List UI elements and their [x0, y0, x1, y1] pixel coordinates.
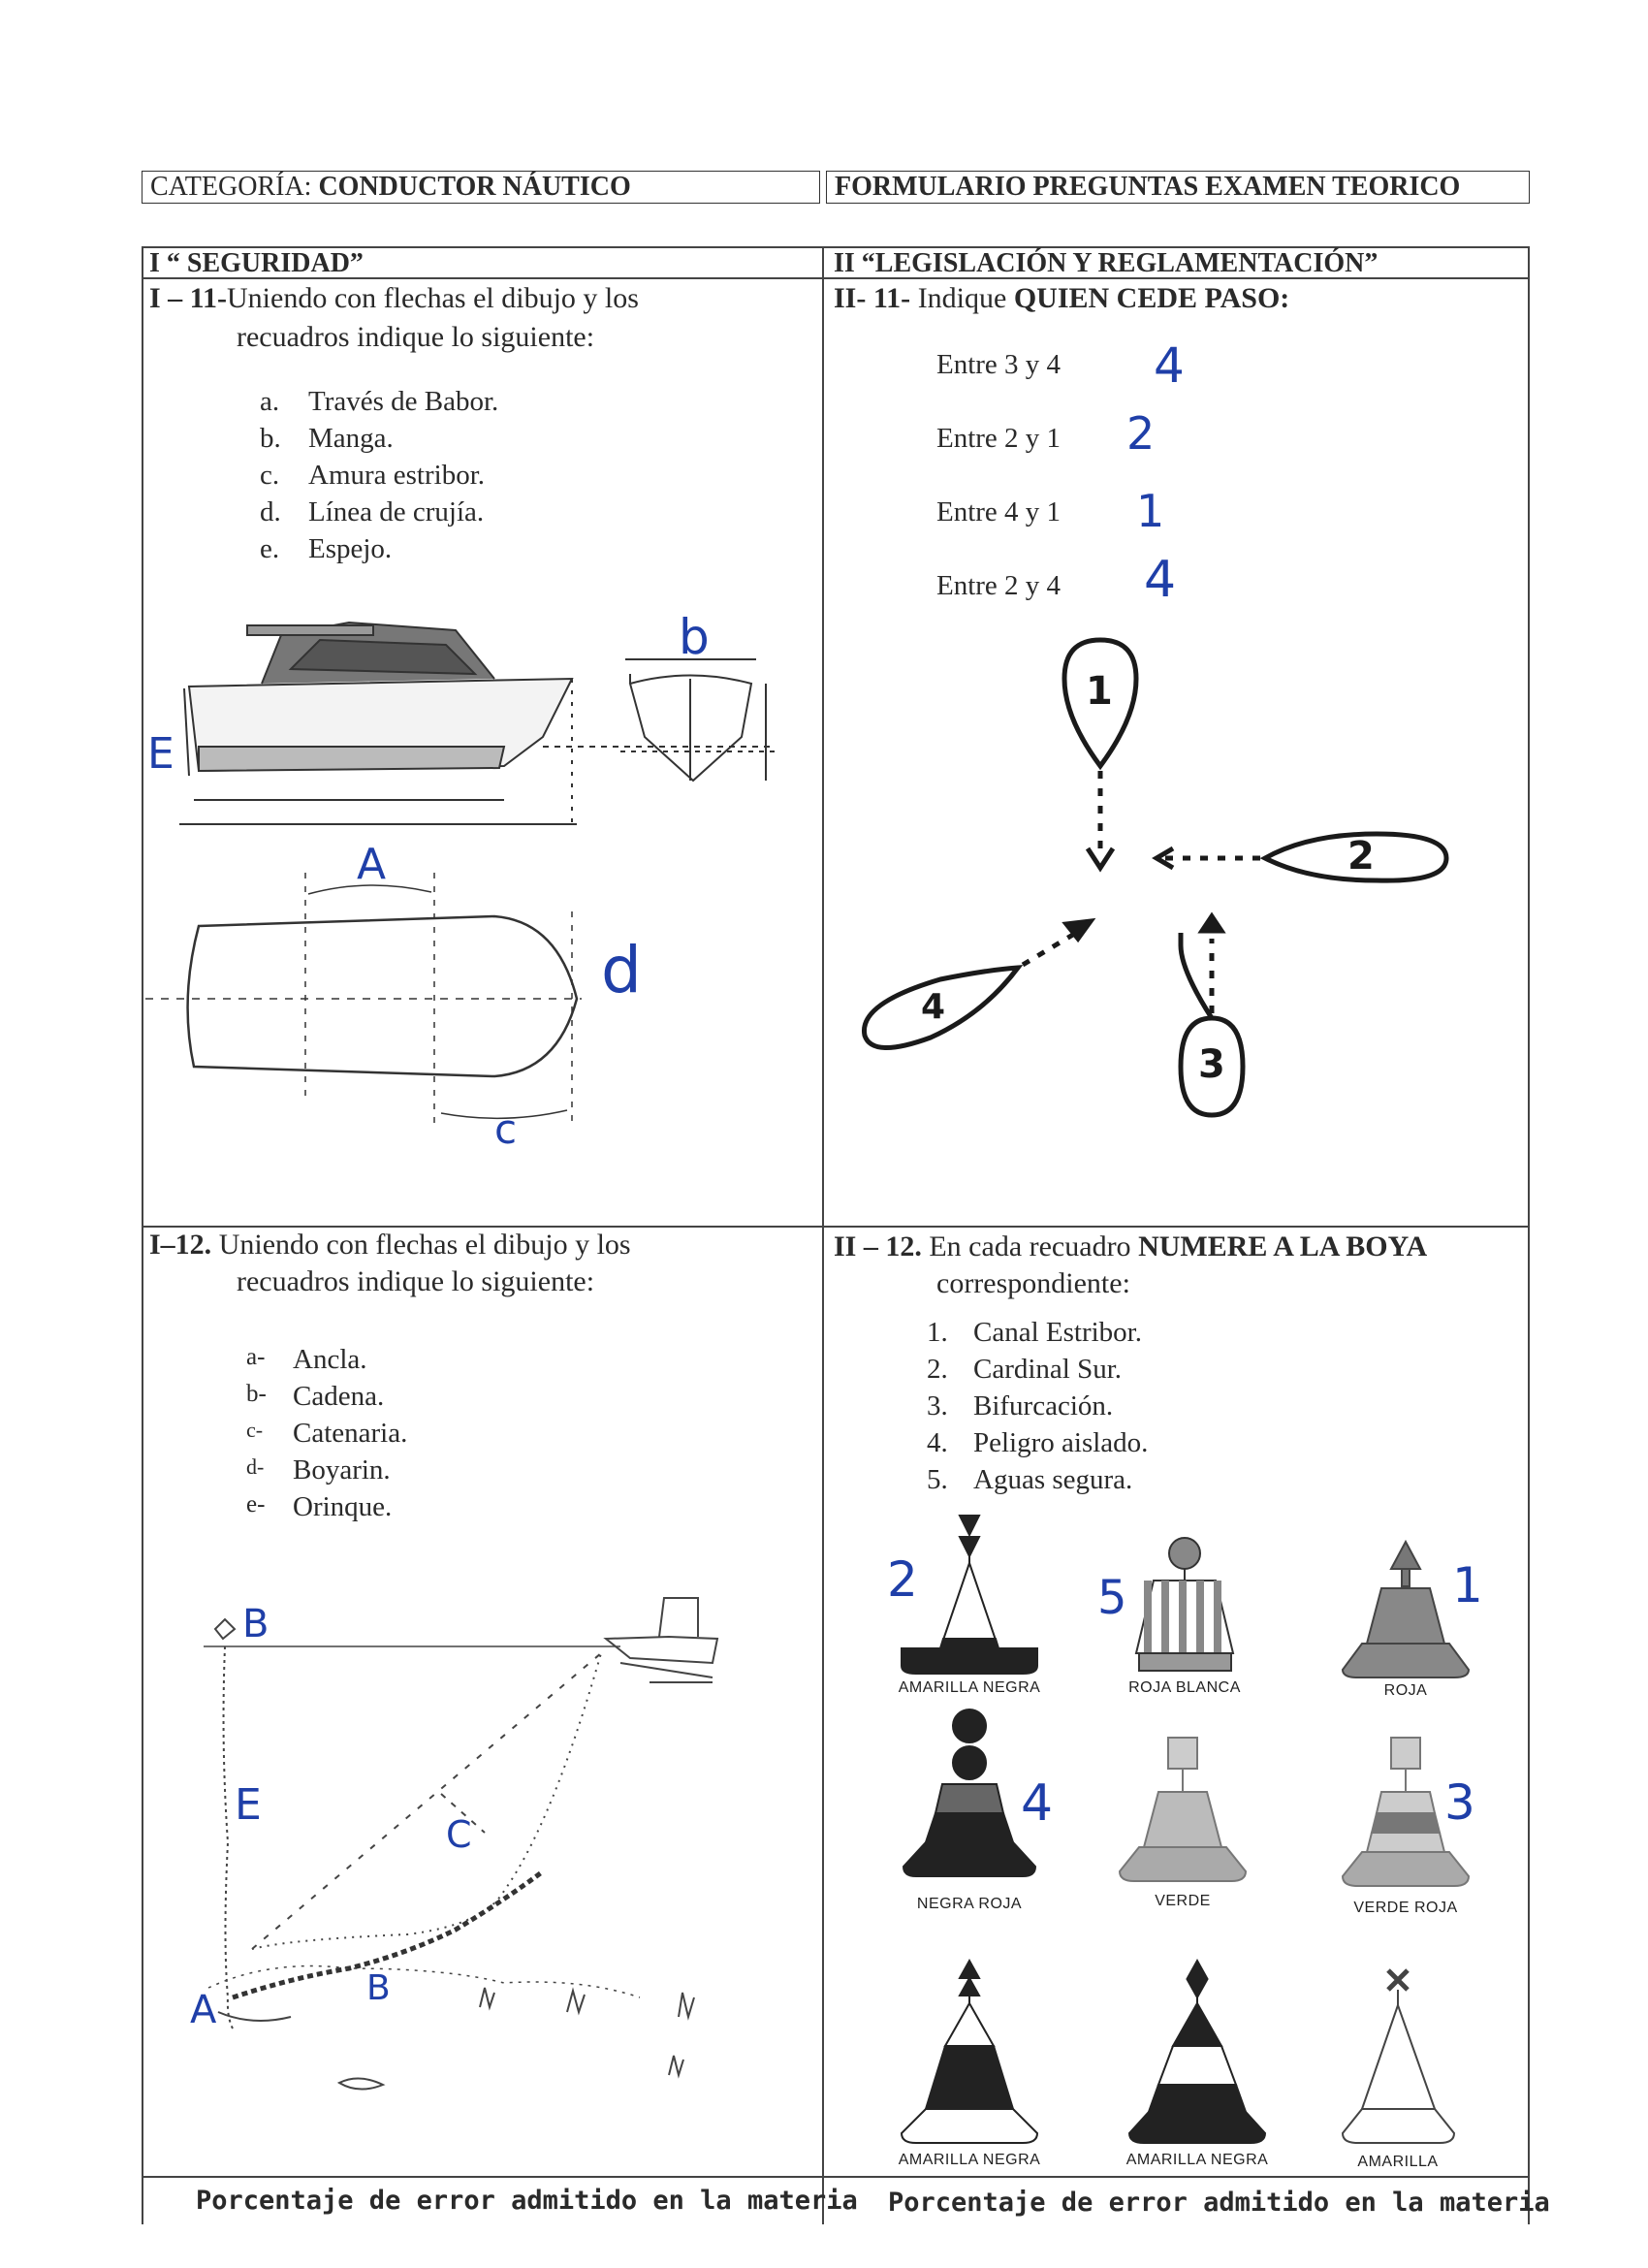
list-item-num: 4. — [927, 1427, 948, 1458]
list-item-text: Través de Babor. — [308, 386, 499, 417]
buoy-answer: 3 — [1444, 1774, 1475, 1831]
give-way-row-label: Entre 3 y 4 — [936, 349, 1062, 380]
list-item: a. — [260, 386, 280, 417]
give-way-row-label: Entre 2 y 4 — [936, 570, 1062, 601]
buoy-label: AMARILLA — [1357, 2154, 1439, 2170]
q-ii11-text: Indique — [917, 282, 1007, 314]
buoy-cardinal-north — [902, 1961, 1037, 2143]
give-way-row-label: Entre 4 y 1 — [936, 496, 1062, 527]
give-way-row-answer: 1 — [1136, 485, 1165, 537]
buoy-answer: 2 — [887, 1551, 918, 1608]
list-item-text: Cardinal Sur. — [973, 1354, 1123, 1385]
beam-section-view — [620, 659, 776, 781]
list-item-text: Espejo. — [308, 533, 393, 564]
boat-number-3: 3 — [1198, 1042, 1225, 1087]
hand-label-C: C — [446, 1813, 472, 1856]
give-way-row-answer: 4 — [1154, 337, 1185, 394]
list-item-num: 3. — [927, 1390, 948, 1421]
boat-number-4: 4 — [921, 987, 946, 1027]
list-item: d. — [260, 496, 281, 527]
boat-number-2: 2 — [1347, 834, 1375, 878]
give-way-row-label: Entre 2 y 1 — [936, 423, 1062, 454]
category-value: CONDUCTOR NÁUTICO — [318, 172, 631, 202]
q-ii12-text-bold: NUMERE A LA BOYA — [1138, 1230, 1428, 1262]
q-ii12-number: II – 12. — [834, 1230, 922, 1262]
buoy-label: ROJA — [1383, 1682, 1428, 1699]
q-i11-number: I – 11- — [149, 282, 228, 314]
q-ii12-heading — [834, 1230, 1427, 1264]
boat-number-1: 1 — [1086, 669, 1113, 714]
form-title: FORMULARIO PREGUNTAS EXAMEN TEORICO — [835, 172, 1461, 202]
boat-top-view — [145, 873, 582, 1125]
q-ii11-heading — [834, 281, 1289, 316]
list-item-text: Cadena. — [293, 1381, 385, 1412]
hand-label-E: E — [147, 729, 174, 779]
list-item-num: 5. — [927, 1464, 948, 1495]
list-item-text: Boyarin. — [293, 1454, 391, 1485]
q-ii11-text-bold: QUIEN CEDE PASO: — [1013, 282, 1290, 314]
q-i11-heading — [149, 281, 639, 316]
list-item-letter: a- — [246, 1344, 266, 1370]
buoy-label: AMARILLA NEGRA — [1125, 2152, 1269, 2168]
list-item-text: Aguas segura. — [973, 1464, 1133, 1495]
list-item-letter: d- — [246, 1454, 265, 1479]
list-item-text: Ancla. — [293, 1344, 367, 1375]
q-i12-number: I–12. — [149, 1229, 212, 1261]
hand-label-A: A — [357, 840, 387, 889]
hand-label-A: A — [190, 1988, 217, 2032]
buoy-safe-water — [1136, 1538, 1233, 1671]
q-i11-text1: Uniendo con flechas el dibujo y los — [227, 282, 639, 314]
grid-left-border — [142, 246, 143, 2224]
list-item-letter: c- — [246, 1418, 264, 1442]
list-item-text: Línea de crujía. — [308, 496, 485, 527]
give-way-row-answer: 2 — [1126, 407, 1156, 460]
hand-label-b: b — [679, 609, 710, 665]
footer-left: Porcentaje de error admitido en la materia — [196, 2186, 858, 2216]
footer-right: Porcentaje de error admitido en la materia — [888, 2188, 1550, 2218]
q-i12-text2: recuadros indique lo siguiente: — [237, 1265, 595, 1297]
list-item-text: Orinque. — [293, 1491, 393, 1522]
buoy-special-mark — [1343, 1970, 1454, 2143]
grid-center-divider — [822, 246, 824, 2224]
list-item-num: 2. — [927, 1354, 948, 1385]
hand-label-c: c — [494, 1105, 518, 1153]
list-item-text: Catenaria. — [293, 1418, 408, 1449]
hand-label-E: E — [235, 1780, 262, 1830]
list-item-letter: b- — [246, 1381, 267, 1407]
list-item: c. — [260, 460, 280, 491]
list-item-text: Manga. — [308, 423, 394, 454]
section-right-title: II “LEGISLACIÓN Y REGLAMENTACIÓN” — [834, 248, 1379, 278]
buoy-label: VERDE — [1155, 1893, 1211, 1909]
buoy-answer: 4 — [1021, 1774, 1054, 1833]
q-i12-heading — [149, 1228, 631, 1262]
q-i12-text1: Uniendo con flechas el dibujo y los — [218, 1229, 631, 1261]
buoy-label: NEGRA ROJA — [916, 1896, 1023, 1912]
buoy-label: AMARILLA NEGRA — [898, 1679, 1041, 1696]
list-item-text: Peligro aislado. — [973, 1427, 1149, 1458]
category-box — [142, 171, 820, 204]
q-ii11-number: II- 11- — [834, 282, 911, 314]
list-item-text: Bifurcación. — [973, 1390, 1114, 1421]
list-item-text: Amura estribor. — [308, 460, 486, 491]
buoy-lateral-green — [1120, 1738, 1246, 1881]
list-item-text: Canal Estribor. — [973, 1317, 1142, 1348]
section-left-title: I “ SEGURIDAD” — [149, 248, 364, 278]
list-item: e. — [260, 533, 280, 564]
list-item: b. — [260, 423, 281, 454]
buoy-cardinal-south — [902, 1516, 1037, 1674]
grid-right-border — [1528, 246, 1530, 2224]
buoy-isolated-danger — [903, 1709, 1035, 1876]
grid-bottom-line — [142, 2176, 1530, 2178]
q-i11-text2: recuadros indique lo siguiente: — [237, 321, 595, 353]
list-item-num: 1. — [927, 1317, 948, 1348]
give-way-row-answer: 4 — [1144, 551, 1177, 609]
buoy-answer: 1 — [1452, 1557, 1483, 1613]
buoy-label: AMARILLA NEGRA — [898, 2152, 1041, 2168]
q-ii12-text2: correspondiente: — [936, 1267, 1130, 1299]
buoy-answer: 5 — [1097, 1571, 1127, 1625]
buoy-label: ROJA BLANCA — [1128, 1679, 1241, 1696]
buoy-cardinal-west — [1129, 1961, 1265, 2143]
buoy-label: VERDE ROJA — [1353, 1900, 1458, 1916]
q-ii12-text: En cada recuadro — [929, 1230, 1131, 1262]
hand-label-d: d — [601, 933, 642, 1007]
category-prefix: CATEGORÍA: — [150, 172, 312, 202]
list-item-letter: e- — [246, 1491, 266, 1517]
hand-label-B-bottom: B — [366, 1968, 391, 2008]
buoy-lateral-red — [1343, 1542, 1469, 1677]
form-title-box — [826, 171, 1530, 204]
hand-label-B-top: B — [242, 1602, 269, 1646]
